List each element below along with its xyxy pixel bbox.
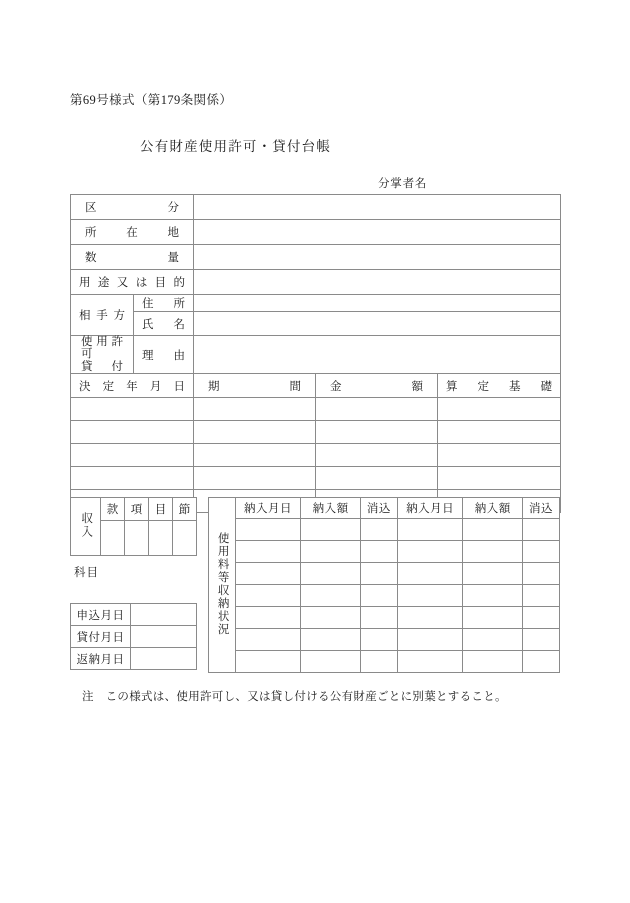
header-setsu: 節 <box>173 498 197 521</box>
table-row <box>71 444 561 467</box>
value-application-date[interactable] <box>131 604 197 626</box>
cell-payment-date-2[interactable] <box>397 585 463 607</box>
cell-clearance-2[interactable] <box>522 563 559 585</box>
cell-clearance-2[interactable] <box>522 519 559 541</box>
cell-amount[interactable] <box>316 398 438 421</box>
cell-calculation-basis[interactable] <box>438 398 561 421</box>
table-header-row <box>71 374 561 398</box>
cell-calculation-basis[interactable] <box>438 421 561 444</box>
income-row-label: 収入 <box>71 498 101 556</box>
cell-decision-date[interactable] <box>71 467 194 490</box>
cell-clearance-1[interactable] <box>360 519 397 541</box>
header-period: 期間 <box>194 374 316 398</box>
cell-clearance-2[interactable] <box>522 585 559 607</box>
cell-moku[interactable] <box>149 521 173 556</box>
header-payment-amount-1: 納入額 <box>301 498 361 519</box>
table-row <box>71 398 561 421</box>
table-header-row <box>209 498 560 519</box>
row-value-kubun[interactable] <box>194 195 561 220</box>
cell-amount[interactable] <box>316 467 438 490</box>
value-lease-date[interactable] <box>131 626 197 648</box>
cell-clearance-2[interactable] <box>522 607 559 629</box>
cell-period[interactable] <box>194 444 316 467</box>
cell-ko[interactable] <box>125 521 149 556</box>
income-account-table <box>70 497 197 556</box>
cell-clearance-1[interactable] <box>360 607 397 629</box>
form-number: 第69号様式（第179条関係） <box>70 93 233 107</box>
row-label-shozaichi: 所在地 <box>71 220 194 245</box>
header-kan: 款 <box>101 498 125 521</box>
counterparty-address-value[interactable] <box>194 295 561 312</box>
table-row <box>209 651 560 673</box>
cell-payment-amount-1[interactable] <box>301 651 361 673</box>
table-row <box>71 270 561 295</box>
table-row <box>209 519 560 541</box>
table-row <box>71 220 561 245</box>
cell-payment-amount-2[interactable] <box>463 607 523 629</box>
cell-clearance-1[interactable] <box>360 651 397 673</box>
income-account-caption: 科目 <box>74 567 99 579</box>
page-title: 公有財産使用許可・貸付台帳 <box>140 139 332 154</box>
counterparty-name-value[interactable] <box>194 312 561 336</box>
footnote: 注 この様式は、使用許可し、又は貸し付ける公有財産ごとに別葉とすること。 <box>82 691 507 703</box>
cell-period[interactable] <box>194 421 316 444</box>
cell-clearance-2[interactable] <box>522 541 559 563</box>
header-calculation-basis: 算定基礎 <box>438 374 561 398</box>
cell-payment-date-1[interactable] <box>235 607 301 629</box>
counterparty-label: 相手方 <box>71 295 134 336</box>
table-row <box>209 585 560 607</box>
table-row <box>209 563 560 585</box>
table-row <box>71 626 197 648</box>
label-application-date: 申込月日 <box>71 604 131 626</box>
dates-table <box>70 603 197 670</box>
charge-person-label: 分掌者名 <box>378 178 428 190</box>
table-row <box>71 604 197 626</box>
cell-payment-amount-2[interactable] <box>463 585 523 607</box>
cell-payment-date-1[interactable] <box>235 585 301 607</box>
counterparty-name-label: 氏名 <box>134 312 194 336</box>
payment-status-side-label: 使用料等収納状況 <box>209 498 236 673</box>
row-value-yoto[interactable] <box>194 270 561 295</box>
cell-decision-date[interactable] <box>71 398 194 421</box>
header-payment-date-2: 納入月日 <box>397 498 463 519</box>
cell-payment-date-1[interactable] <box>235 519 301 541</box>
header-ko: 項 <box>125 498 149 521</box>
table-row <box>209 541 560 563</box>
label-return-date: 返納月日 <box>71 648 131 670</box>
cell-calculation-basis[interactable] <box>438 444 561 467</box>
cell-payment-date-2[interactable] <box>397 651 463 673</box>
cell-clearance-2[interactable] <box>522 629 559 651</box>
row-label-suryo: 数量 <box>71 245 194 270</box>
reason-value[interactable] <box>194 336 561 374</box>
cell-clearance-1[interactable] <box>360 541 397 563</box>
cell-period[interactable] <box>194 398 316 421</box>
counterparty-address-label: 住所 <box>134 295 194 312</box>
cell-amount[interactable] <box>316 421 438 444</box>
permission-lease-label: 使用許可 貸付 <box>71 336 134 374</box>
cell-payment-date-2[interactable] <box>397 541 463 563</box>
cell-clearance-2[interactable] <box>522 651 559 673</box>
cell-setsu[interactable] <box>173 521 197 556</box>
table-row <box>71 295 561 312</box>
cell-decision-date[interactable] <box>71 444 194 467</box>
cell-payment-date-2[interactable] <box>397 519 463 541</box>
table-row <box>71 245 561 270</box>
cell-payment-amount-1[interactable] <box>301 563 361 585</box>
cell-payment-amount-2[interactable] <box>463 629 523 651</box>
cell-payment-date-1[interactable] <box>235 651 301 673</box>
header-clearance-2: 消込 <box>522 498 559 519</box>
cell-calculation-basis[interactable] <box>438 467 561 490</box>
table-header-row <box>71 498 197 521</box>
cell-payment-amount-2[interactable] <box>463 651 523 673</box>
cell-payment-amount-1[interactable] <box>301 585 361 607</box>
header-payment-amount-2: 納入額 <box>463 498 523 519</box>
value-return-date[interactable] <box>131 648 197 670</box>
cell-payment-date-2[interactable] <box>397 629 463 651</box>
header-payment-date-1: 納入月日 <box>235 498 301 519</box>
cell-payment-date-1[interactable] <box>235 541 301 563</box>
table-row <box>71 421 561 444</box>
cell-clearance-1[interactable] <box>360 585 397 607</box>
header-decision-date: 決定年月日 <box>71 374 194 398</box>
row-label-yoto: 用途又は目的 <box>71 270 194 295</box>
reason-label: 理由 <box>134 336 194 374</box>
cell-amount[interactable] <box>316 444 438 467</box>
cell-period[interactable] <box>194 467 316 490</box>
row-label-kubun: 区分 <box>71 195 194 220</box>
cell-payment-amount-1[interactable] <box>301 607 361 629</box>
cell-kan[interactable] <box>101 521 125 556</box>
cell-clearance-1[interactable] <box>360 629 397 651</box>
payment-status-table <box>208 497 560 673</box>
cell-payment-amount-1[interactable] <box>301 541 361 563</box>
cell-payment-amount-2[interactable] <box>463 541 523 563</box>
cell-clearance-1[interactable] <box>360 563 397 585</box>
table-row <box>71 195 561 220</box>
cell-payment-amount-1[interactable] <box>301 629 361 651</box>
main-ledger-table <box>70 194 561 513</box>
row-value-shozaichi[interactable] <box>194 220 561 245</box>
table-row <box>209 607 560 629</box>
header-clearance-1: 消込 <box>360 498 397 519</box>
header-moku: 目 <box>149 498 173 521</box>
table-row <box>71 648 197 670</box>
label-lease-date: 貸付月日 <box>71 626 131 648</box>
table-row <box>71 336 561 374</box>
header-amount: 金額 <box>316 374 438 398</box>
cell-payment-amount-1[interactable] <box>301 519 361 541</box>
row-value-suryo[interactable] <box>194 245 561 270</box>
cell-payment-date-1[interactable] <box>235 629 301 651</box>
cell-payment-amount-2[interactable] <box>463 563 523 585</box>
cell-payment-date-2[interactable] <box>397 563 463 585</box>
table-row <box>71 312 561 336</box>
table-row <box>71 467 561 490</box>
cell-payment-date-2[interactable] <box>397 607 463 629</box>
cell-payment-date-1[interactable] <box>235 563 301 585</box>
cell-payment-amount-2[interactable] <box>463 519 523 541</box>
cell-decision-date[interactable] <box>71 421 194 444</box>
table-row <box>209 629 560 651</box>
